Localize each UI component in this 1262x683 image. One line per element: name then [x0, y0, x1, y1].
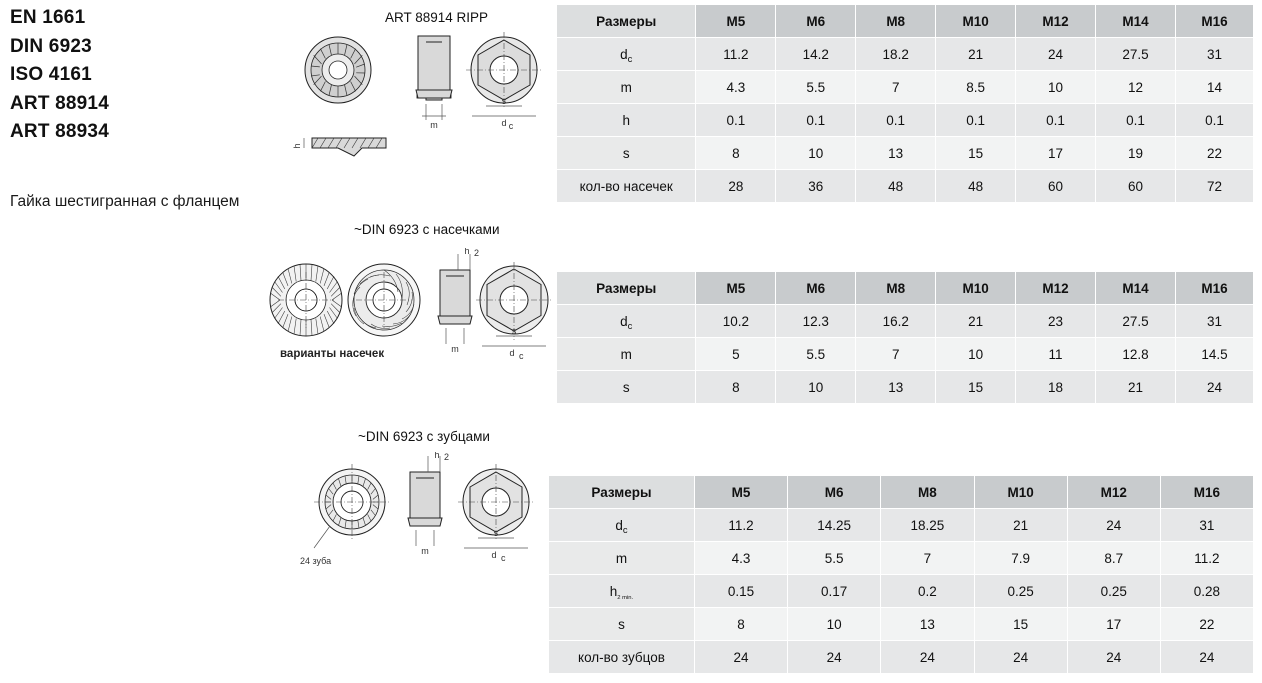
row-label: $h_{2 min.}$: [549, 575, 695, 608]
table-header-cell: M6: [788, 476, 881, 509]
table-cell: 23: [1016, 305, 1096, 338]
table-cell: 7: [856, 338, 936, 371]
nasechki-hex-view: [476, 262, 552, 361]
table-cell: 0.28: [1160, 575, 1253, 608]
table-cell: 10: [1016, 71, 1096, 104]
zubcy-hex-view: [458, 464, 534, 563]
table-cell: 24: [788, 641, 881, 674]
table-row: [549, 608, 1254, 641]
table-cell: 4.3: [696, 71, 776, 104]
table-cell: 31: [1175, 38, 1253, 71]
table-cell: 31: [1160, 509, 1253, 542]
standard-item: ART 88934: [10, 121, 109, 142]
table-cell: 8: [696, 137, 776, 170]
table-cell: 24: [974, 641, 1067, 674]
row-label: m: [557, 338, 696, 371]
table-row: [557, 71, 1254, 104]
table-cell: 48: [856, 170, 936, 203]
zubcy-top-view: [314, 464, 390, 548]
table-cell: 21: [936, 305, 1016, 338]
table-cell: 14.2: [776, 38, 856, 71]
table-row: [557, 38, 1254, 71]
table-cell: 14.25: [788, 509, 881, 542]
table-cell: 13: [881, 608, 974, 641]
table-header-cell: M14: [1096, 272, 1176, 305]
table-header-cell: M8: [856, 272, 936, 305]
table-row: [557, 137, 1254, 170]
table-cell: 21: [974, 509, 1067, 542]
table-header-cell: M8: [856, 5, 936, 38]
table-header-row: [557, 272, 1254, 305]
table-cell: 5.5: [776, 71, 856, 104]
table-cell: 7: [881, 542, 974, 575]
table-header-cell: M5: [694, 476, 787, 509]
table-cell: 0.25: [974, 575, 1067, 608]
table-cell: 0.1: [776, 104, 856, 137]
table-cell: 24: [1067, 509, 1160, 542]
row-label: $d_c$: [549, 509, 695, 542]
table-cell: 72: [1175, 170, 1253, 203]
table-row: [557, 104, 1254, 137]
table-cell: 12: [1096, 71, 1176, 104]
table-cell: 18: [1016, 371, 1096, 404]
ripp-section-view: [292, 138, 386, 156]
table-cell: 24: [1175, 371, 1253, 404]
table-cell: 0.2: [881, 575, 974, 608]
table-cell: 15: [936, 137, 1016, 170]
table-cell: 24: [1016, 38, 1096, 71]
drawing-nasechki: [262, 248, 552, 388]
table-cell: 17: [1067, 608, 1160, 641]
table-cell: 27.5: [1096, 38, 1176, 71]
table-cell: 14: [1175, 71, 1253, 104]
svg-text:d: d: [509, 348, 515, 358]
table-cell: 8: [694, 608, 787, 641]
table-cell: 48: [936, 170, 1016, 203]
table-cell: 7: [856, 71, 936, 104]
row-label: s: [557, 371, 696, 404]
table-header-row: [557, 5, 1254, 38]
table-cell: 22: [1160, 608, 1253, 641]
figure-caption-zubcy: ~DIN 6923 с зубцами: [358, 429, 490, 444]
table-cell: 28: [696, 170, 776, 203]
table-header-cell: M16: [1175, 5, 1253, 38]
svg-text:s: s: [493, 528, 499, 538]
table-header-cell: M5: [696, 272, 776, 305]
table-cell: 0.1: [696, 104, 776, 137]
row-label: h: [557, 104, 696, 137]
nasechki-variant-a: [270, 264, 342, 336]
table-cell: 10: [776, 371, 856, 404]
table-cell: 11.2: [694, 509, 787, 542]
table-cell: 8.7: [1067, 542, 1160, 575]
table-cell: 18.25: [881, 509, 974, 542]
row-label: m: [557, 71, 696, 104]
table-cell: 15: [974, 608, 1067, 641]
table-header-cell: Размеры: [549, 476, 695, 509]
table-cell: 60: [1016, 170, 1096, 203]
drawing-ripp: [290, 28, 550, 168]
svg-text:h: h: [434, 452, 440, 460]
table-cell: 18.2: [856, 38, 936, 71]
standards-list: [10, 4, 240, 147]
table-cell: 11.2: [1160, 542, 1253, 575]
table-cell: 11.2: [696, 38, 776, 71]
table-header-cell: M12: [1067, 476, 1160, 509]
table-cell: 4.3: [694, 542, 787, 575]
table-cell: 8: [696, 371, 776, 404]
svg-text:h: h: [292, 143, 302, 149]
figure-caption-ripp: ART 88914 RIPP: [385, 10, 489, 25]
ripp-side-view: [416, 36, 452, 130]
dimensions-table-zubcy: [548, 475, 1254, 674]
nasechki-variant-b: [348, 264, 420, 336]
table-cell: 0.15: [694, 575, 787, 608]
table-header-cell: M16: [1175, 272, 1253, 305]
table-header-cell: M12: [1016, 272, 1096, 305]
table-cell: 13: [856, 137, 936, 170]
drawing-zubcy: [300, 452, 550, 592]
standard-item: DIN 6923: [10, 35, 92, 57]
table-cell: 36: [776, 170, 856, 203]
figure-caption-nasechki: ~DIN 6923 с насечками: [354, 222, 500, 237]
svg-text:m: m: [430, 120, 438, 130]
svg-text:h: h: [464, 248, 470, 256]
product-caption: Гайка шестигранная с фланцем: [10, 193, 240, 210]
table-cell: 13: [856, 371, 936, 404]
table-cell: 11: [1016, 338, 1096, 371]
table-header-cell: M10: [936, 5, 1016, 38]
teeth-count-note: 24 зуба: [300, 556, 332, 566]
svg-text:c: c: [508, 121, 514, 131]
row-label: s: [549, 608, 695, 641]
row-label: m: [549, 542, 695, 575]
table-cell: 0.1: [856, 104, 936, 137]
table-cell: 31: [1175, 305, 1253, 338]
table-cell: 24: [1067, 641, 1160, 674]
table-cell: 0.25: [1067, 575, 1160, 608]
table-cell: 7.9: [974, 542, 1067, 575]
table-row: [549, 542, 1254, 575]
variants-note: варианты насечек: [280, 348, 385, 360]
table-cell: 24: [881, 641, 974, 674]
dimensions-table-nasechki: [556, 271, 1254, 404]
table-cell: 5.5: [788, 542, 881, 575]
standard-item: ISO 4161: [10, 64, 92, 85]
table-header-cell: M10: [936, 272, 1016, 305]
table-cell: 0.1: [1175, 104, 1253, 137]
table-cell: 15: [936, 371, 1016, 404]
table-header-cell: M16: [1160, 476, 1253, 509]
svg-text:m: m: [421, 546, 429, 556]
row-label: кол-во насечек: [557, 170, 696, 203]
table-cell: 5.5: [776, 338, 856, 371]
table-header-cell: Размеры: [557, 272, 696, 305]
table-cell: 10: [788, 608, 881, 641]
row-label: $d_c$: [557, 305, 696, 338]
svg-text:s: s: [501, 96, 507, 106]
table-cell: 8.5: [936, 71, 1016, 104]
standard-item: EN 1661: [10, 7, 86, 28]
table-cell: 24: [1160, 641, 1253, 674]
table-header-cell: M8: [881, 476, 974, 509]
table-row: [557, 170, 1254, 203]
ripp-hex-view: [466, 32, 542, 131]
table-cell: 10: [936, 338, 1016, 371]
table-cell: 21: [1096, 371, 1176, 404]
svg-text:d: d: [501, 118, 507, 128]
ripp-top-view: [305, 37, 371, 103]
table-cell: 27.5: [1096, 305, 1176, 338]
table-cell: 16.2: [856, 305, 936, 338]
table-cell: 24: [694, 641, 787, 674]
table-cell: 60: [1096, 170, 1176, 203]
svg-text:m: m: [451, 344, 459, 354]
zubcy-side-view: [408, 452, 449, 556]
table-header-cell: Размеры: [557, 5, 696, 38]
table-header-cell: M6: [776, 5, 856, 38]
svg-text:c: c: [519, 351, 524, 361]
table-cell: 0.17: [788, 575, 881, 608]
table-cell: 14.5: [1175, 338, 1253, 371]
table-cell: 21: [936, 38, 1016, 71]
dimensions-table-ripp: [556, 4, 1254, 203]
table-cell: 17: [1016, 137, 1096, 170]
table-cell: 22: [1175, 137, 1253, 170]
table-row: [549, 509, 1254, 542]
row-label: кол-во зубцов: [549, 641, 695, 674]
table-header-cell: M10: [974, 476, 1067, 509]
table-row: [557, 338, 1254, 371]
table-row: [557, 305, 1254, 338]
table-cell: 19: [1096, 137, 1176, 170]
row-label: $d_c$: [557, 38, 696, 71]
table-header-cell: M14: [1096, 5, 1176, 38]
table-header-cell: M5: [696, 5, 776, 38]
table-cell: 5: [696, 338, 776, 371]
table-row: [549, 575, 1254, 608]
table-cell: 0.1: [936, 104, 1016, 137]
table-header-row: [549, 476, 1254, 509]
nasechki-side-view: [438, 248, 479, 354]
standard-item: ART 88914: [10, 92, 109, 114]
svg-text:d: d: [491, 550, 497, 560]
table-cell: 10: [776, 137, 856, 170]
table-header-cell: M6: [776, 272, 856, 305]
table-row: [549, 641, 1254, 674]
row-label: s: [557, 137, 696, 170]
table-cell: 12.8: [1096, 338, 1176, 371]
svg-text:2: 2: [474, 248, 480, 258]
table-row: [557, 371, 1254, 404]
svg-text:c: c: [501, 553, 506, 563]
svg-text:s: s: [511, 326, 517, 336]
table-cell: 12.3: [776, 305, 856, 338]
table-cell: 10.2: [696, 305, 776, 338]
table-cell: 0.1: [1016, 104, 1096, 137]
table-header-cell: M12: [1016, 5, 1096, 38]
svg-text:2: 2: [444, 452, 450, 462]
table-cell: 0.1: [1096, 104, 1176, 137]
